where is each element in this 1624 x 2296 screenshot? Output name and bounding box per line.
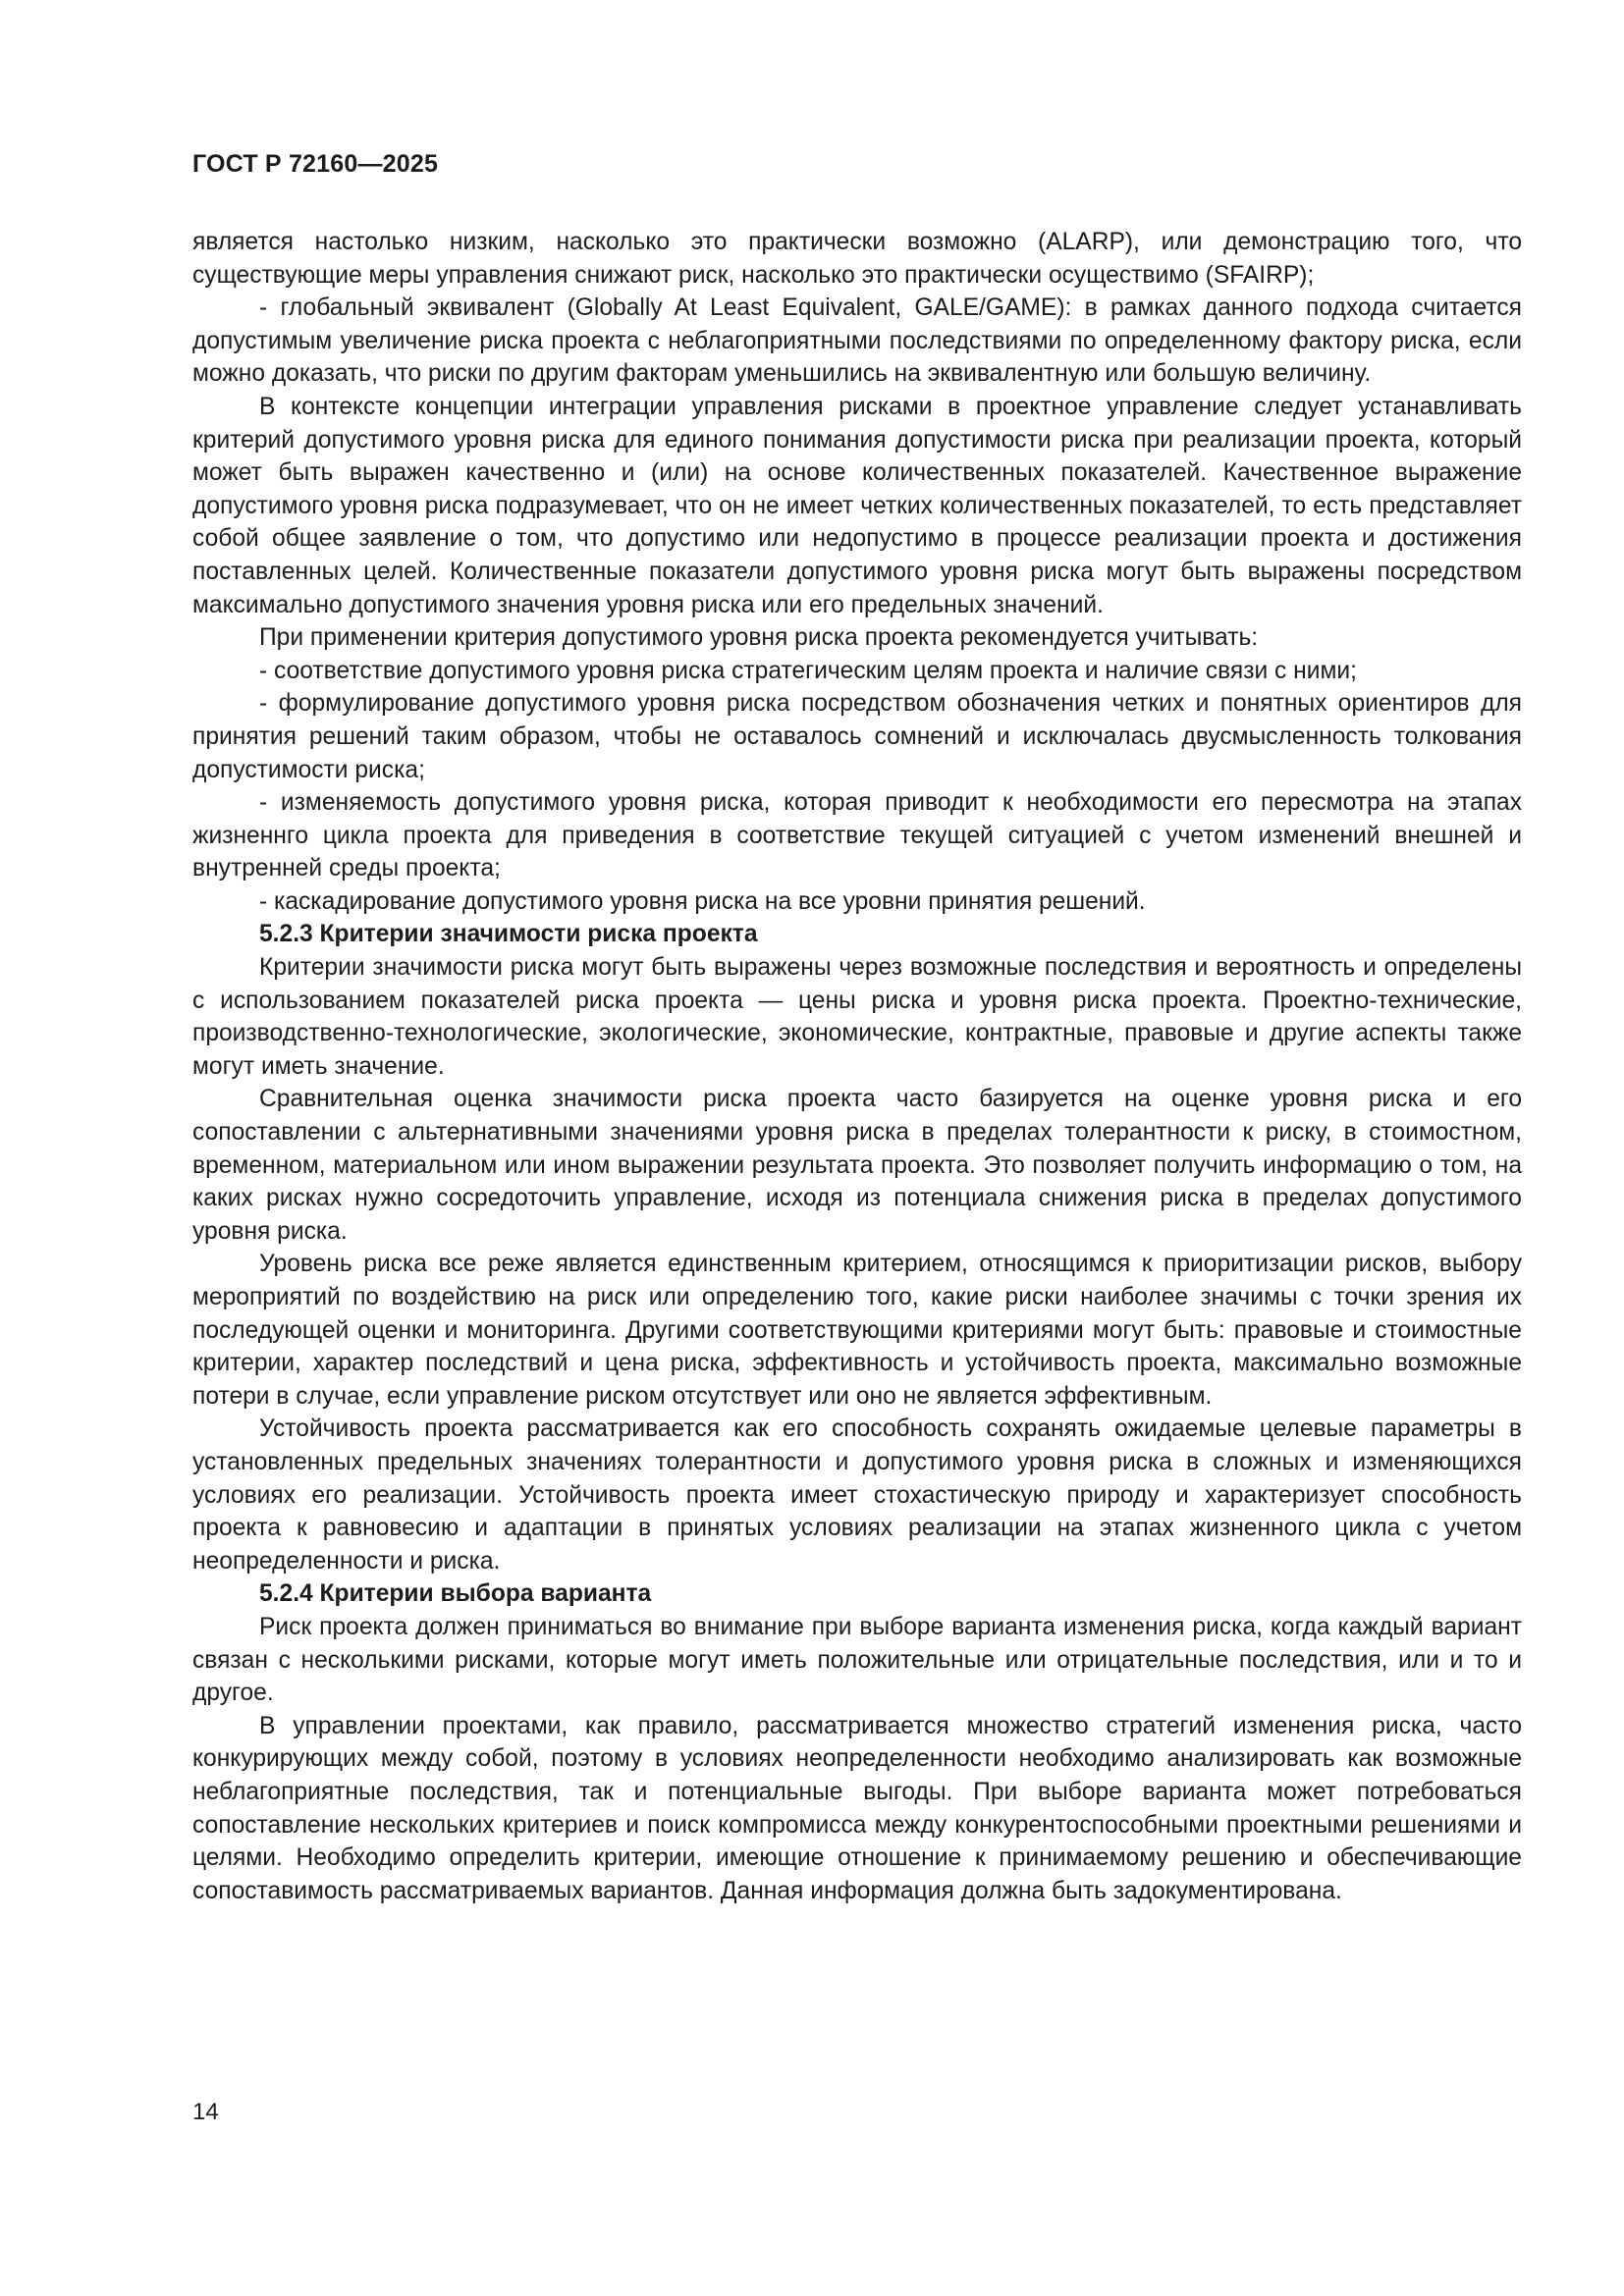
section-heading-5-2-3: 5.2.3 Критерии значимости риска проекта bbox=[259, 921, 758, 948]
paragraph-comparative-assessment: Сравнительная оценка значимости риска проекта часто базируется на оценке уровня риска и его сопоставлении с альтернативными значениями уровня риска в пределах толерантности к риску, в стоимостном, временном, материальном или ином выражении результата проекта. Это позволяет получить информацию о том, на каких рисках нужно сосредоточить управление, исходя из потенциала снижения риска в пределах допустимого уровня риска. bbox=[192, 1086, 1522, 1245]
page-number: 14 bbox=[192, 2099, 219, 2125]
paragraph-risk-level: Уровень риска все реже является единственным критерием, относящимся к приоритизации рисков, выбору мероприятий по воздействию на риск или определению того, какие риски наиболее значимы с точки зрения их последующей оценки и мониторинга. Другими соответствующими критериями могут быть: правовые и стоимостные критерии, характер последствий и цена риска, эффективность и устойчивость проекта, максимально возможные потери в случае, если управление риском отсутствует или оно не является эффективным. bbox=[192, 1251, 1522, 1410]
list-item-cascading: - каскадирование допустимого уровня риска на все уровни принятия решений. bbox=[259, 887, 1146, 915]
paragraph-project-resilience: Устойчивость проекта рассматривается как его способность сохранять ожидаемые целевые параметры в установленных предельных значениях толерантности и допустимого уровня риска в сложных и изменяющихся условиях его реализации. Устойчивость проекта имеет стохастическую природу и характеризует способность проекта к равновесию и адаптации в принятых условиях реализации на этапах жизненного цикла с учетом неопределенности и риска. bbox=[192, 1415, 1522, 1575]
paragraph-project-management-strategies: В управлении проектами, как правило, рассматривается множество стратегий изменения риска, часто конкурирующих между собой, поэтому в условиях неопределенности необходимо анализировать как возможные неблагоприятные последствия, так и потенциальные выгоды. При выборе варианта может потребоваться сопоставление нескольких критериев и поиск компромисса между конкурентоспособными проектными решениями и целями. Необходимо определить критерии, имеющие отношение к принимаемому решению и обеспечивающие сопоставимость рассматриваемых вариантов. Данная информация должна быть задокументирована. bbox=[192, 1712, 1522, 1904]
list-item-variability: - изменяемость допустимого уровня риска, которая приводит к необходимости его пересмотра на этапах жизненнго цикла проекта для приведения в соответствие текущей ситуацией с учетом изменений внешней и внутренней среды проекта; bbox=[192, 789, 1522, 882]
paragraph-continuation: является настолько низким, насколько это практически возможно (ALARP), или демонстрацию того, что существующие меры управления снижают риск, насколько это практически осуществимо (SFAIRP); bbox=[192, 229, 1522, 289]
section-heading-5-2-4: 5.2.4 Критерии выбора варианта bbox=[259, 1580, 652, 1608]
list-item-formulation: - формулирование допустимого уровня риска посредством обозначения четких и понятных ориентиров для принятия решений таким образом, чтобы не оставалось сомнений и исключалась двусмысленность толкования допустимости риска; bbox=[192, 690, 1522, 783]
paragraph-significance-criteria: Критерии значимости риска могут быть выражены через возможные последствия и вероятность и определены с использованием показателей риска проекта — цены риска и уровня риска проекта. Проектно-технические, производственно-технологические, экологические, экономические, контрактные, правовые и другие аспекты также могут иметь значение. bbox=[192, 954, 1522, 1080]
paragraph-option-selection: Риск проекта должен приниматься во внимание при выборе варианта изменения риска, когда каждый вариант связан с несколькими рисками, которые могут иметь положительные или отрицательные последствия, или и то и другое. bbox=[192, 1613, 1522, 1707]
paragraph-acceptable-risk-criterion: В контексте концепции интеграции управления рисками в проектное управление следует устанавливать критерий допустимого уровня риска для единого понимания допустимости риска при реализации проекта, который может быть выражен качественно и (или) на основе количественных показателей. Качественное выражение допустимого уровня риска подразумевает, что он не имеет четких количественных показателей, то есть представляет собой общее заявление о том, что допустимо или недопустимо в процессе реализации проекта и достижения поставленных целей. Количественные показатели допустимого уровня риска могут быть выражены посредством максимально допустимого значения уровня риска или его предельных значений. bbox=[192, 393, 1522, 618]
document-body bbox=[192, 226, 1522, 1907]
standard-header: ГОСТ Р 72160—2025 bbox=[192, 150, 439, 178]
paragraph-criterion-considerations: При применении критерия допустимого уровня риска проекта рекомендуется учитывать: bbox=[259, 624, 1259, 652]
list-item-strategic-goals: - соответствие допустимого уровня риска стратегическим целям проекта и наличие связи с ними; bbox=[259, 657, 1357, 684]
list-item-gale: - глобальный эквивалент (Globally At Least Equivalent, GALE/GAME): в рамках данного подхода считается допустимым увеличение риска проекта с неблагоприятными последствиями по определенному фактору риска, если можно доказать, что риски по другим факторам уменьшились на эквивалентную или большую величину. bbox=[192, 294, 1522, 388]
